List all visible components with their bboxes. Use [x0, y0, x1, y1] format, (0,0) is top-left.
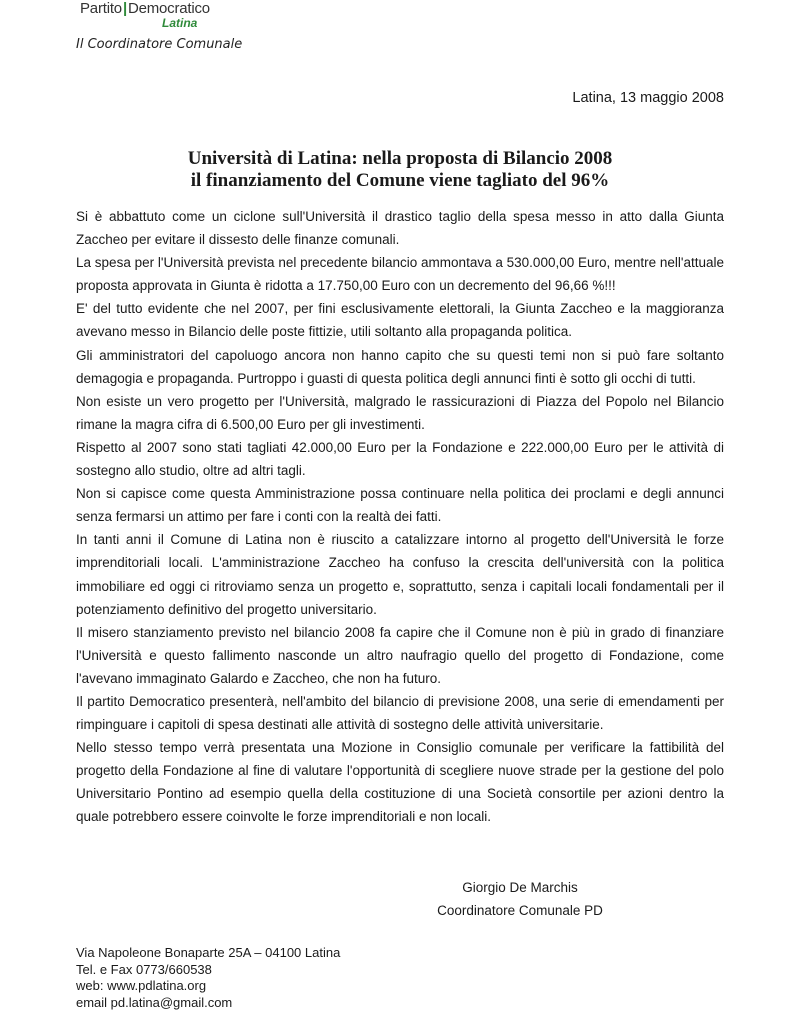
body-paragraph: Si è abbattuto come un ciclone sull'Università il drastico taglio della spesa messo in atto dalla Giunta Zaccheo per evitare il dissesto delle finanze comunali.: [76, 209, 724, 248]
document-date: Latina, 13 maggio 2008: [572, 90, 724, 106]
footer-phone: Tel. e Fax 0773/660538: [76, 961, 212, 977]
signature-block: [420, 876, 620, 922]
logo-divider: |: [122, 0, 127, 17]
logo-party-left: Partito: [80, 0, 122, 17]
footer-email: email pd.latina@gmail.com: [76, 994, 233, 1010]
body-paragraph: Non si capisce come questa Amministrazione possa continuare nella politica dei proclami e degli annunci senza fermarsi un attimo per fare i conti con la realtà dei fatti.: [76, 486, 724, 525]
title-line-2: il finanziamento del Comune viene tagliato del 96%: [190, 170, 610, 191]
body-paragraph: Nello stesso tempo verrà presentata una Mozione in Consiglio comunale per verificare la fattibilità del progetto della Fondazione al fine di valutare l'opportunità di scegliere nuove strade per la gestione del polo Universitario Pontino ad esempio quella della costituzione di una Società consortile per azioni dentro la quale potrebbero essere coinvolte le forze imprenditoriali e non locali.: [76, 740, 724, 825]
title-line-1: Università di Latina: nella proposta di Bilancio 2008: [187, 148, 613, 169]
party-logo: [80, 0, 270, 36]
body-paragraph: Rispetto al 2007 sono stati tagliati 42.000,00 Euro per la Fondazione e 222.000,00 Euro per le attività di sostegno allo studio, oltre ad altri tagli.: [76, 439, 724, 479]
logo-wordmark: [80, 0, 210, 17]
document-body: [76, 205, 724, 829]
header-subtitle: Il Coordinatore Comunale: [76, 37, 243, 52]
footer-web: web: www.pdlatina.org: [76, 978, 207, 993]
body-paragraph: Il misero stanziamento previsto nel bilancio 2008 fa capire che il Comune non è più in grado di finanziare l'Università e questo fallimento nasconde un altro naufragio quello del progetto di Fondazione, come l'avevano immaginato Galardo e Zaccheo, che non ha futuro.: [76, 624, 724, 686]
body-paragraph: Non esiste un vero progetto per l'Università, malgrado le rassicurazioni di Piazza del Popolo nel Bilancio rimane la magra cifra di 6.500,00 Euro per gli investimenti.: [76, 393, 724, 432]
body-paragraph: Gli amministratori del capoluogo ancora non hanno capito che su questi temi non si può fare soltanto demagogia e propaganda. Purtroppo i guasti di questa politica degli annunci finti è sotto gli occhi di tutti.: [76, 347, 724, 386]
document-title: [0, 148, 800, 192]
footer-contacts: [76, 945, 340, 1011]
footer-address: Via Napoleone Bonaparte 25A – 04100 Latina: [76, 945, 341, 960]
body-paragraph: Il partito Democratico presenterà, nell'ambito del bilancio di previsione 2008, una serie di emendamenti per rimpinguare i capitoli di spesa destinati alle attività di sostegno delle attività universitarie.: [76, 693, 724, 733]
logo-party-right: Democratico: [127, 0, 210, 17]
body-paragraph: La spesa per l'Università prevista nel precedente bilancio ammontava a 530.000,00 Euro, mentre nell'attuale proposta approvata in Giunta è ridotta a 17.750,00 Euro con un decremento del 96,66 %!!!: [76, 255, 724, 294]
logo-city: Latina: [162, 16, 198, 30]
body-paragraph: In tanti anni il Comune di Latina non è riuscito a catalizzare intorno al progetto dell'Università le forze imprenditoriali locali. L'amministrazione Zaccheo ha confuso la crescita dell'università con la politica immobiliare ed oggi ci ritroviamo senza un progetto e, soprattutto, senza i capitali locali fondamentali per il potenziamento definitivo del progetto universitario.: [76, 532, 724, 617]
signature-name: Giorgio De Marchis: [462, 880, 578, 895]
signature-role: Coordinatore Comunale PD: [437, 903, 603, 918]
body-paragraph: E' del tutto evidente che nel 2007, per fini esclusivamente elettorali, la Giunta Zaccheo e la maggioranza avevano messo in Bilancio delle poste fittizie, utili soltanto alla propaganda politica.: [76, 301, 724, 340]
